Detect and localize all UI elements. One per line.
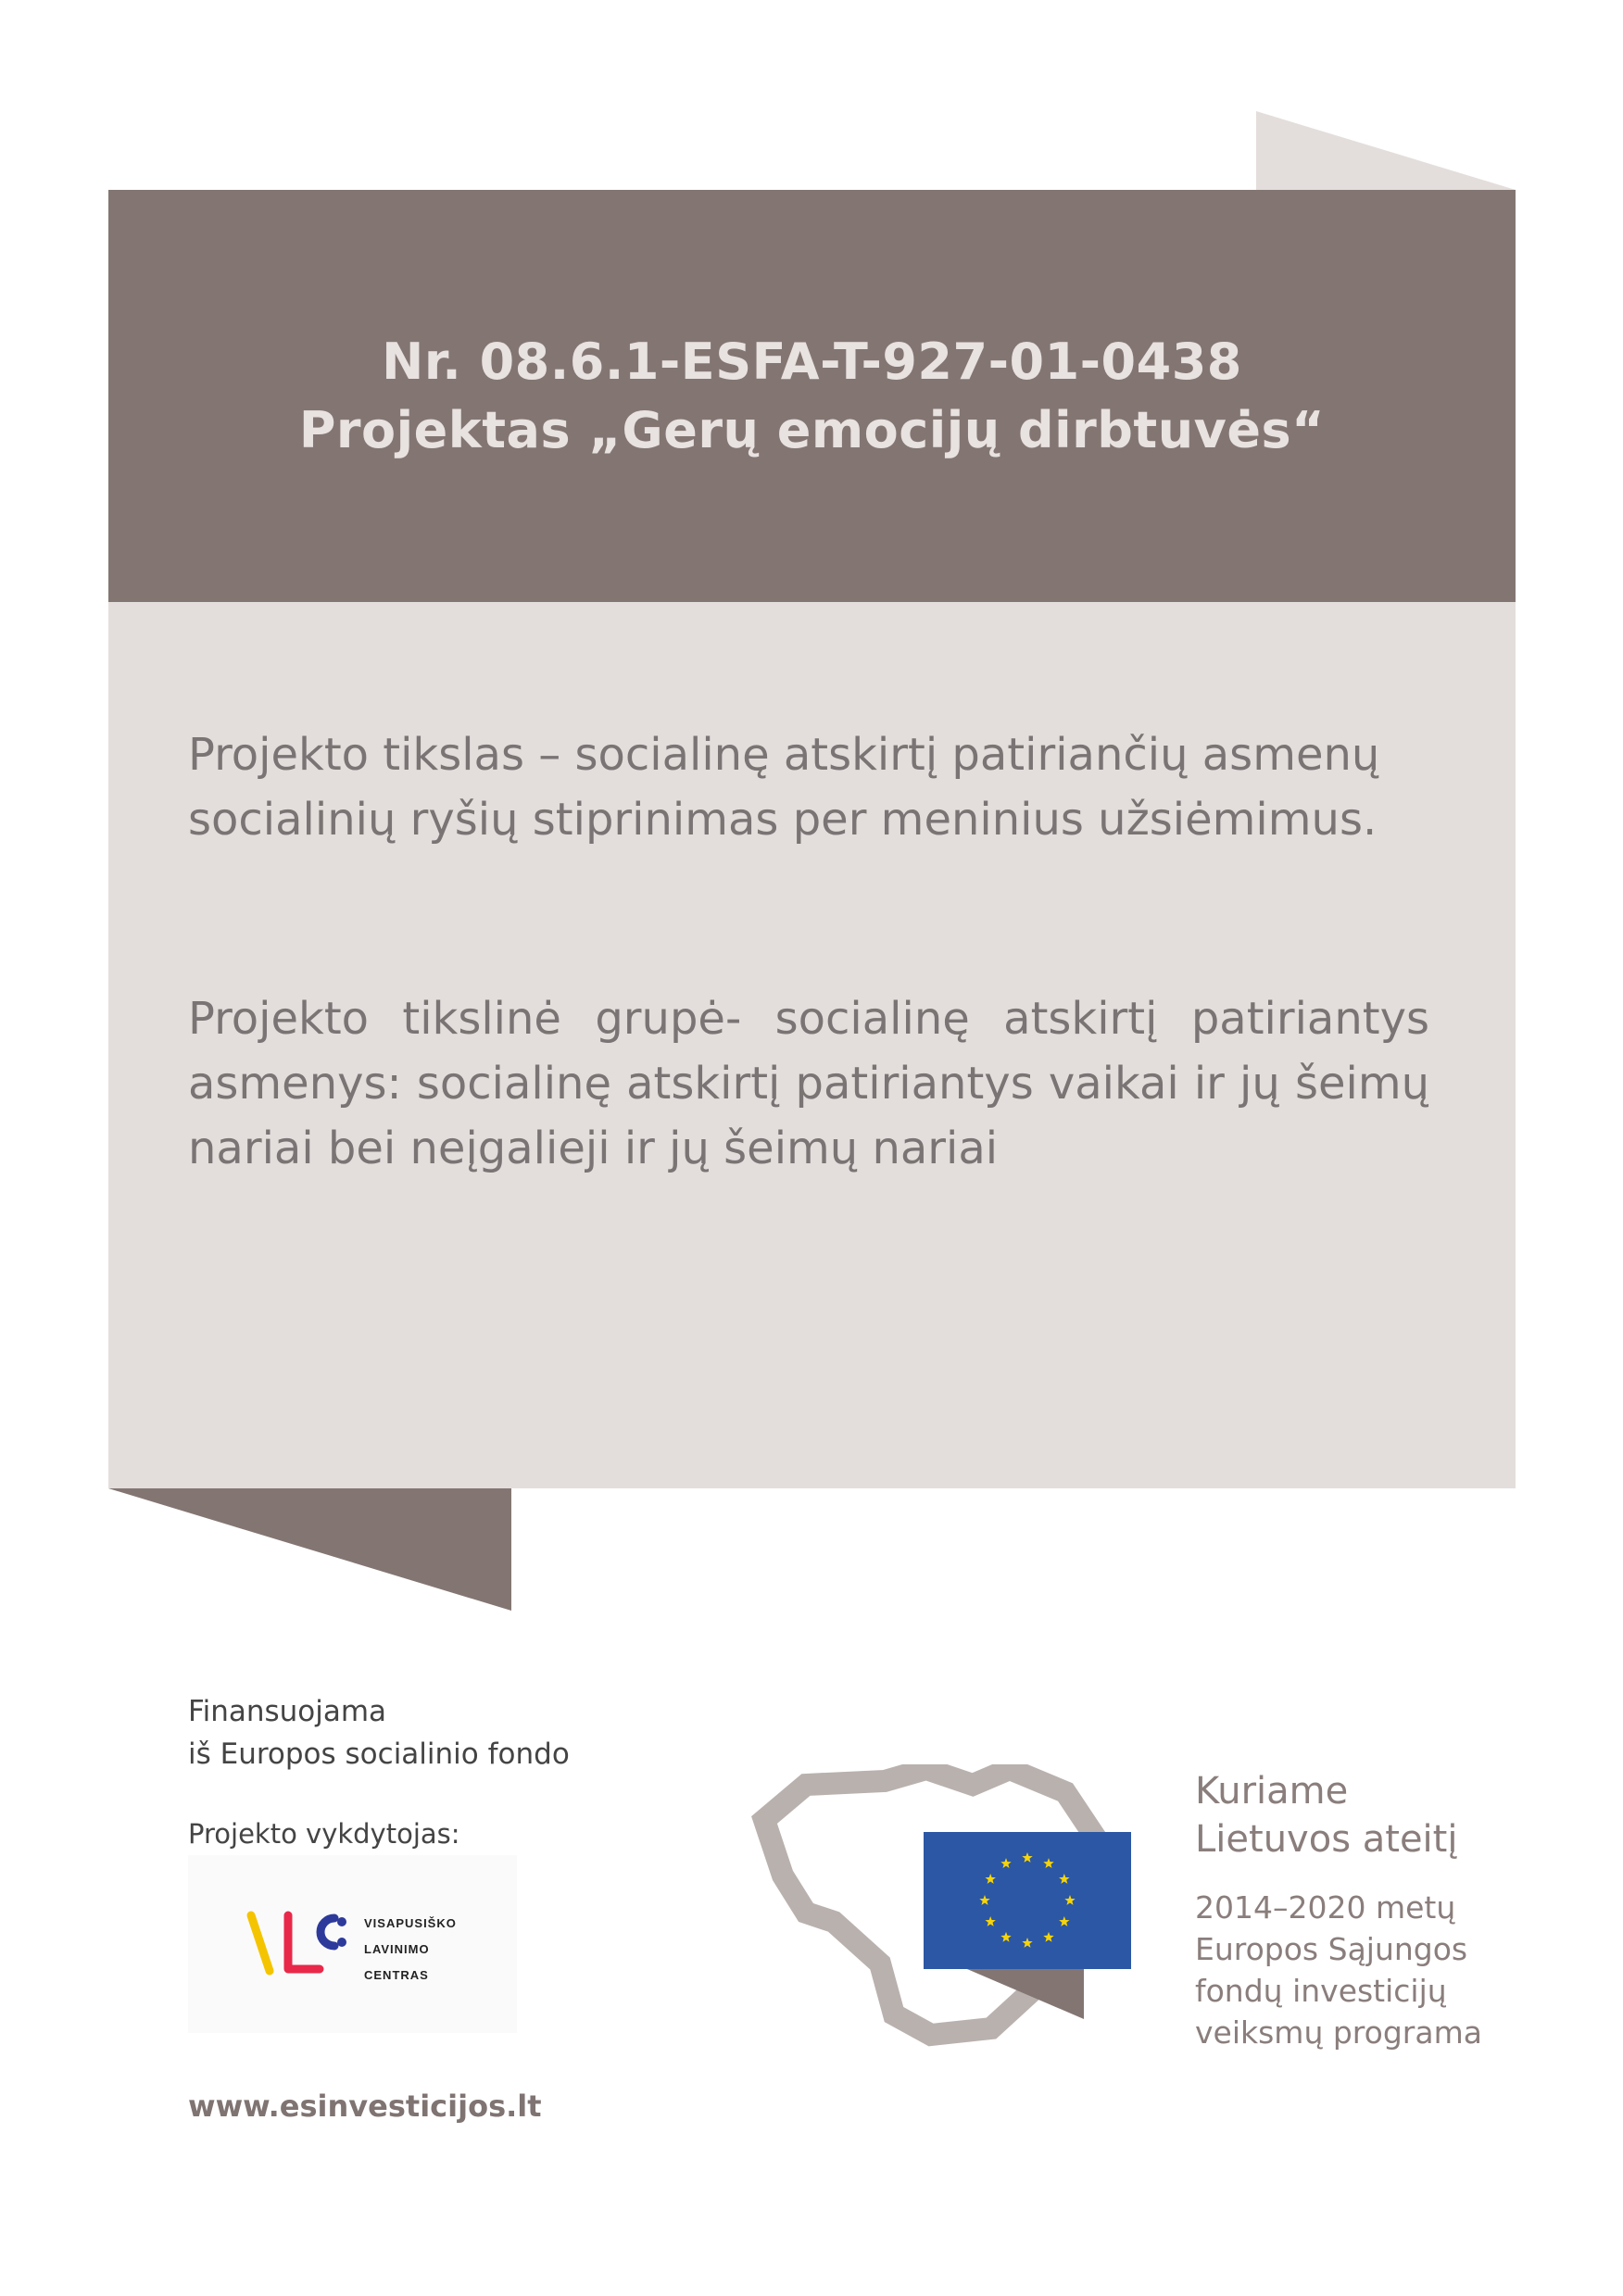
slogan-line: Lietuvos ateitį bbox=[1195, 1818, 1458, 1861]
executor-label: Projekto vykdytojas: bbox=[188, 1818, 460, 1850]
vlc-name-line: VISAPUSIŠKO bbox=[364, 1916, 457, 1930]
vlc-name-line: LAVINIMO bbox=[364, 1942, 430, 1956]
funding-line: iš Europos socialinio fondo bbox=[188, 1738, 570, 1771]
body-band bbox=[108, 602, 1516, 1488]
funding-line: Finansuojama bbox=[188, 1695, 387, 1728]
project-target-group: Projekto tikslinė grupė- socialinę atskirtį patiriantys asmenys: socialinę atskirtį patiriantys vaikai ir jų šeimų nariai bei neįgalieji ir jų šeimų nariai bbox=[188, 993, 1429, 1174]
program-line: 2014–2020 metų bbox=[1195, 1889, 1456, 1926]
vlc-mark-icon bbox=[188, 1855, 355, 2033]
logo-slogan bbox=[1195, 1767, 1457, 1863]
eu-flag-icon bbox=[924, 1832, 1131, 1969]
project-goal bbox=[188, 722, 1429, 852]
program-line: veiksmų programa bbox=[1195, 2014, 1482, 2051]
vlc-name-line: CENTRAS bbox=[364, 1968, 429, 1982]
program-name bbox=[1195, 1887, 1482, 2053]
project-goal-line: Projekto tikslas – socialinę atskirtį patiriančių asmenų bbox=[188, 729, 1380, 781]
ribbon-fold-bottom bbox=[108, 1488, 511, 1613]
project-title: Projektas „Gerų emocijų dirbtuvės“ bbox=[298, 400, 1326, 459]
project-goal-line: socialinių ryšių stiprinimas per meninius užsiėmimus. bbox=[188, 794, 1378, 846]
funding-note bbox=[188, 1690, 570, 1775]
vlc-name bbox=[364, 1911, 457, 1989]
slogan-line: Kuriame bbox=[1195, 1770, 1349, 1813]
program-line: Europos Sąjungos bbox=[1195, 1931, 1468, 1967]
website-link[interactable]: www.esinvesticijos.lt bbox=[188, 2089, 542, 2124]
ribbon-fold-top bbox=[1256, 111, 1516, 194]
vlc-logo bbox=[188, 1855, 517, 2033]
header-band bbox=[108, 190, 1516, 602]
project-number: Nr. 08.6.1-ESFA-T-927-01-0438 bbox=[382, 332, 1242, 391]
program-line: fondų investicijų bbox=[1195, 1973, 1447, 2009]
